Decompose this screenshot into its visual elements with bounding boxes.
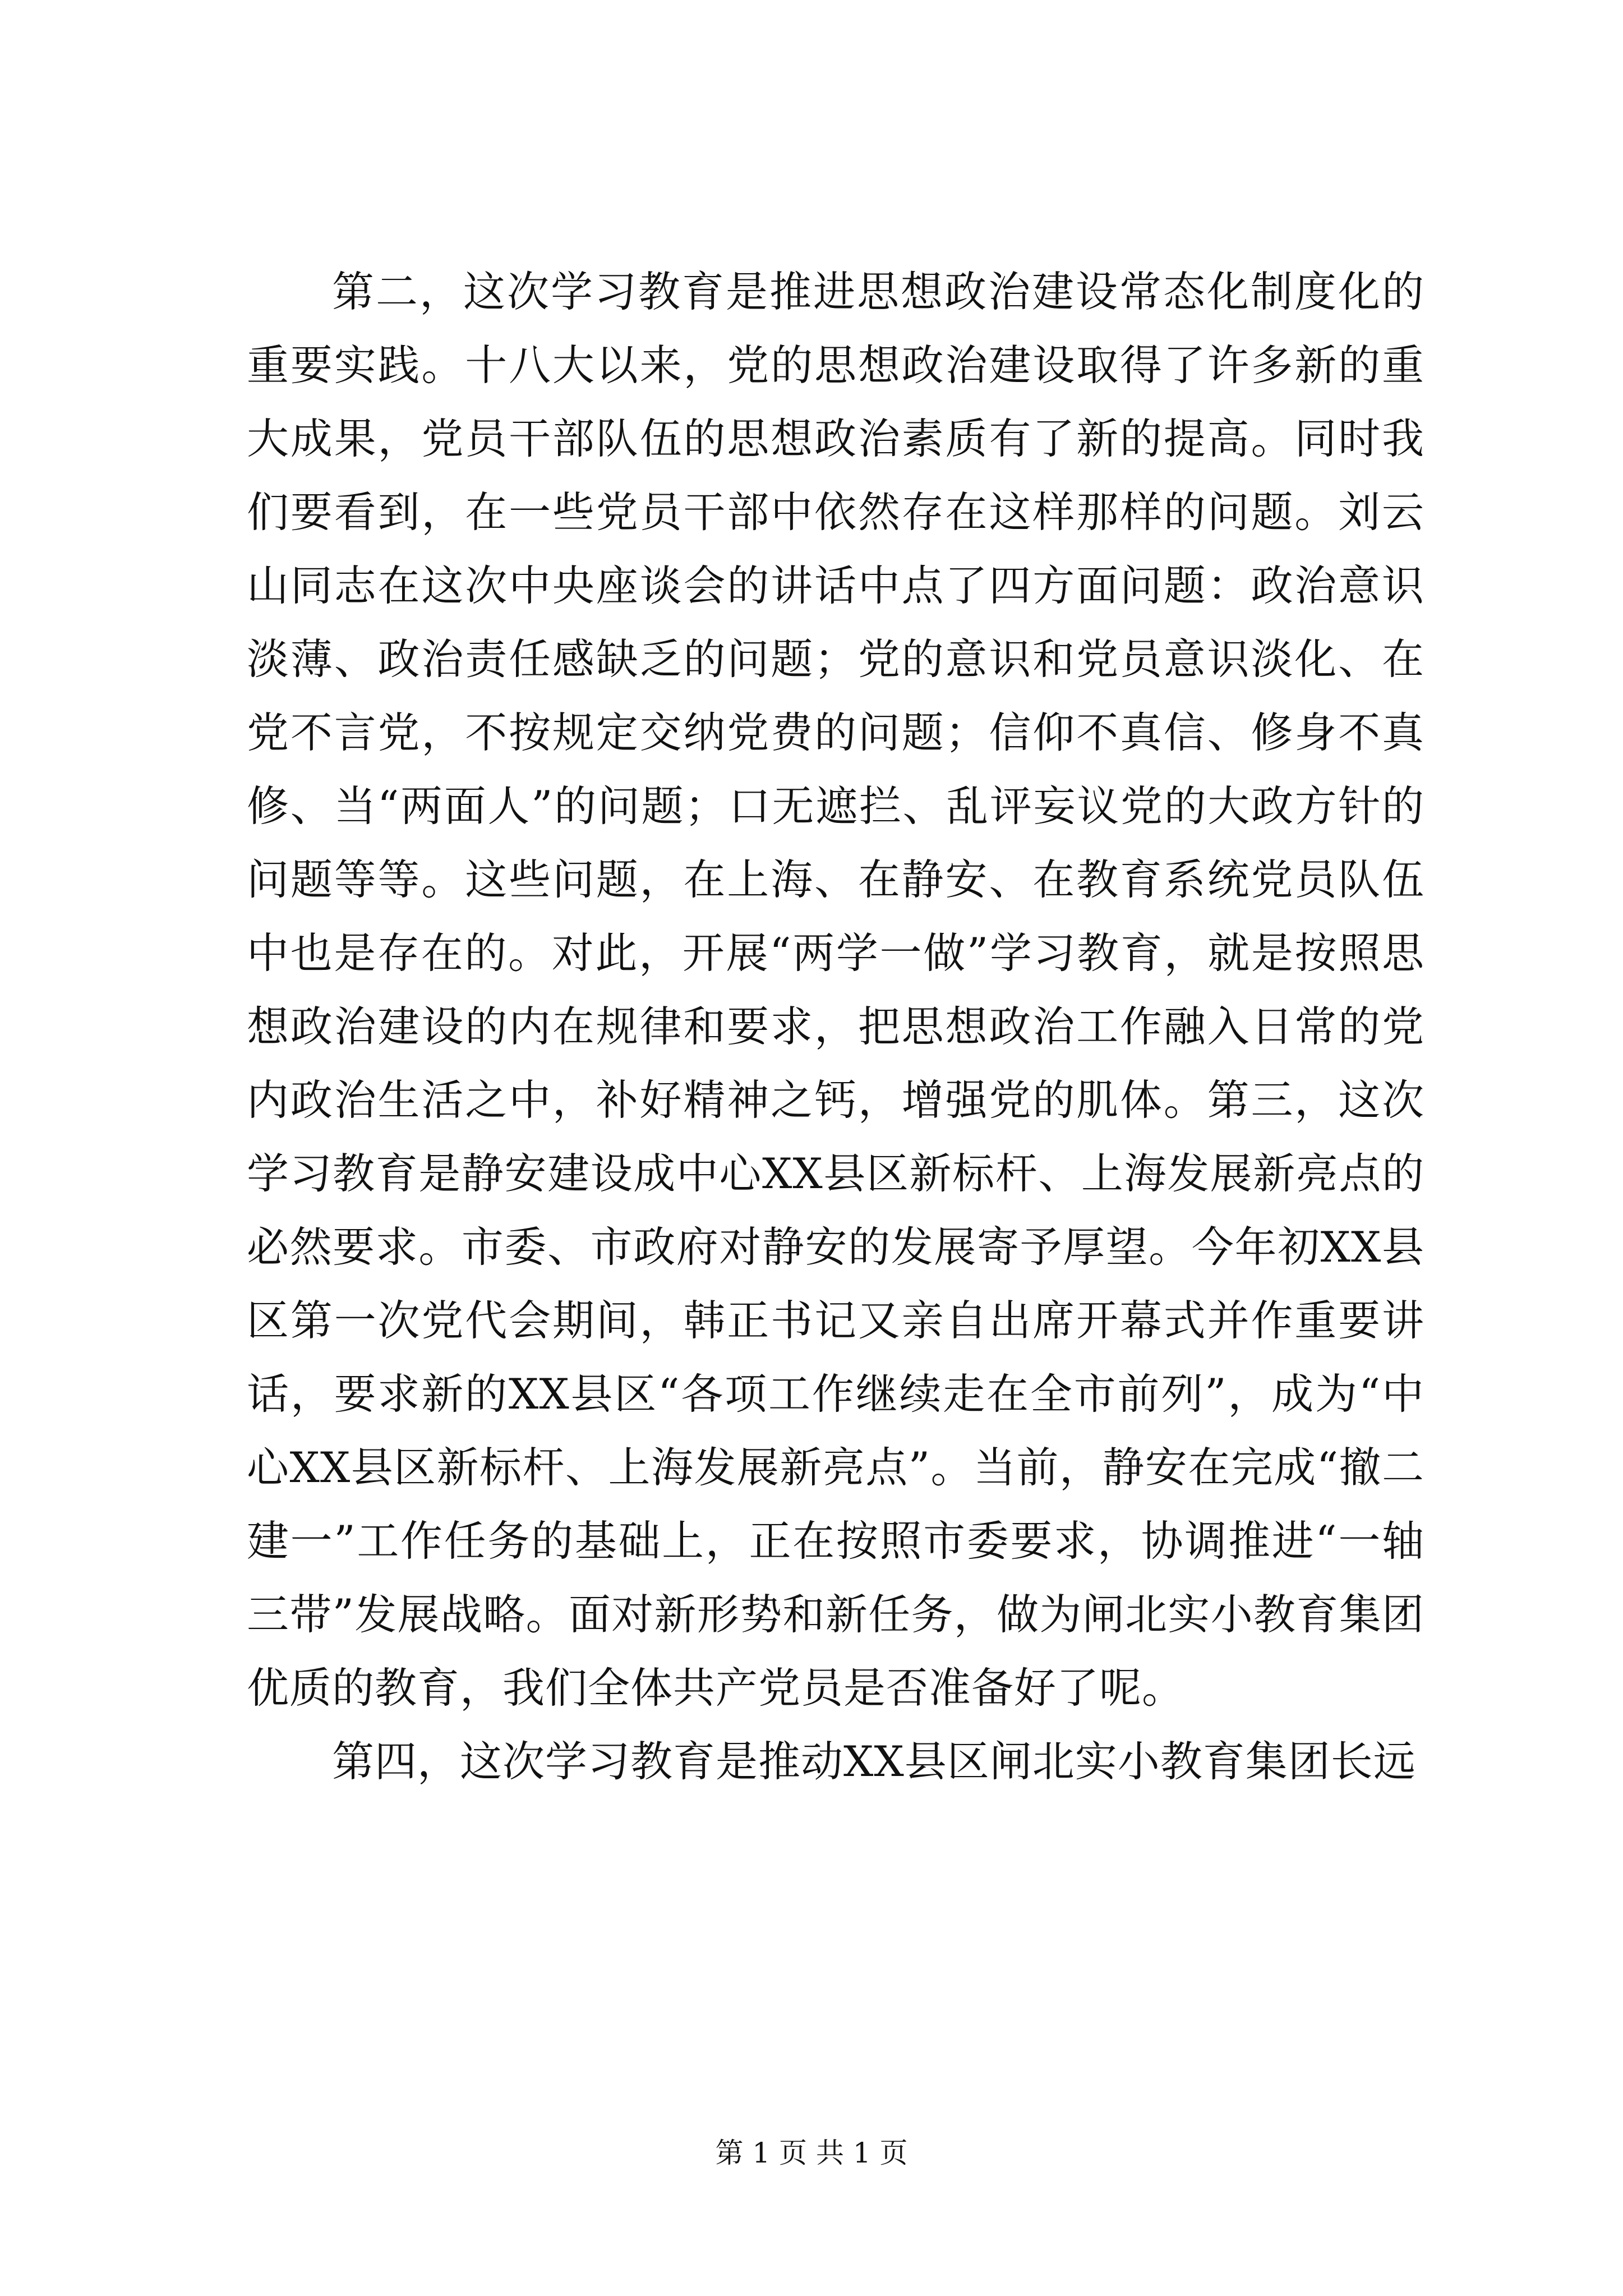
paragraph: 第四，这次学习教育是推动XX县区闸北实小教育集团长远	[332, 1737, 1416, 1786]
page-number-footer: 第 1 页 共 1 页	[715, 2137, 908, 2169]
document-body	[247, 255, 1424, 1798]
paragraph: 第二，这次学习教育是推进思想政治建设常态化制度化的重要实践。十八大以来，党的思想政治建设取得了许多新的重大成果，党员干部队伍的思想政治素质有了新的提高。同时我们要看到，在一些党员干部中依然存在这样那样的问题。刘云山同志在这次中央座谈会的讲话中点了四方面问题：政治意识淡薄、政治责任感缺乏的问题；党的意识和党员意识淡化、在党不言党，不按规定交纳党费的问题；信仰不真信、修身不真修、当“两面人”的问题；口无遮拦、乱评妄议党的大政方针的问题等等。这些问题，在上海、在静安、在教育系统党员队伍中也是存在的。对此，开展“两学一做”学习教育，就是按照思想政治建设的内在规律和要求，把思想政治工作融入日常的党内政治生活之中，补好精神之钙，增强党的肌体。第三，这次学习教育是静安建设成中心XX县区新标杆、上海发展新亮点的必然要求。市委、市政府对静安的发展寄予厚望。今年初XX县区第一次党代会期间，韩正书记又亲自出席开幕式并作重要讲话，要求新的XX县区“各项工作继续走在全市前列”，成为“中心XX县区新标杆、上海发展新亮点”。当前，静安在完成“撤二建一”工作任务的基础上，正在按照市委要求，协调推进“一轴三带”发展战略。面对新形势和新任务，做为闸北实小教育集团优质的教育，我们全体共产党员是否准备好了呢。	[247, 267, 1424, 1713]
